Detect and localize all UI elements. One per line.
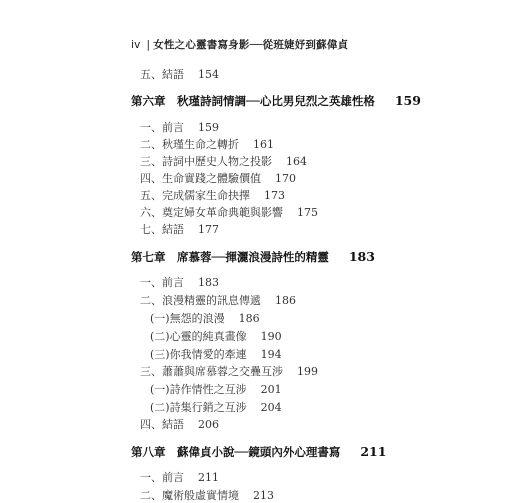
toc-entry-title: 第八章 蘇偉貞小說──鏡頭內外心理書寫 xyxy=(131,445,341,459)
toc-entry xyxy=(140,138,274,152)
toc-entry xyxy=(140,155,307,169)
toc-chapter-entry xyxy=(131,250,375,264)
toc-entry-page-number: 154 xyxy=(198,68,219,81)
toc-entry-page-number: 173 xyxy=(264,189,285,202)
toc-entry xyxy=(140,223,219,237)
toc-entry-title: 六、奠定婦女革命典範與影響 xyxy=(140,206,283,219)
toc-entry-page-number: 164 xyxy=(286,155,307,168)
toc-entry-title: (二)心靈的純真畫像 xyxy=(150,330,247,343)
toc-entry-title: 第六章 秋瑾詩詞情調──心比男兒烈之英雄性格 xyxy=(131,94,375,108)
toc-entry-title: 三、詩詞中歷史人物之投影 xyxy=(140,155,272,168)
toc-entry-title: 二、浪漫精靈的訊息傳遞 xyxy=(140,294,261,307)
toc-entry xyxy=(140,206,318,220)
toc-entry-title: 二、魔術般虛實情境 xyxy=(140,489,239,502)
toc-entry-title: (三)你我情愛的牽連 xyxy=(150,348,247,361)
toc-entry-title: 一、前言 xyxy=(140,276,184,289)
toc-entry-title: 一、前言 xyxy=(140,121,184,134)
toc-entry-page-number: 183 xyxy=(198,276,219,289)
toc-entry-page-number: 161 xyxy=(253,138,274,151)
toc-entry-page-number: 170 xyxy=(275,172,296,185)
toc-entry-title: 二、秋瑾生命之轉折 xyxy=(140,138,239,151)
toc-entry-page-number: 177 xyxy=(198,223,219,236)
toc-entry xyxy=(140,489,274,503)
toc-entry-title: 四、生命實踐之體驗價值 xyxy=(140,172,261,185)
header-page-number: iv xyxy=(131,39,141,51)
toc-entry xyxy=(150,383,282,397)
toc-entry xyxy=(150,330,282,344)
toc-entry-page-number: 186 xyxy=(238,312,260,325)
toc-entry-page-number: 211 xyxy=(360,444,387,459)
toc-entry xyxy=(140,276,219,290)
toc-entry xyxy=(140,189,285,203)
toc-entry-title: (一)無怨的浪漫 xyxy=(150,312,225,325)
toc-entry xyxy=(140,294,296,308)
toc-entry xyxy=(140,121,219,135)
toc-entry-title: 第七章 席慕蓉──揮灑浪漫詩性的精靈 xyxy=(131,250,329,264)
toc-entry-title: (二)詩集行銷之互涉 xyxy=(150,401,247,414)
toc-entry-title: 七、結語 xyxy=(140,223,184,236)
toc-entry-page-number: 175 xyxy=(297,206,318,219)
header-book-title: 女性之心靈書寫身影──從班婕妤到蘇偉貞 xyxy=(153,39,349,51)
toc-entry-title: 四、結語 xyxy=(140,418,184,431)
toc-chapter-entry xyxy=(131,94,421,108)
toc-entry-page-number: 190 xyxy=(260,330,282,343)
toc-entry xyxy=(140,418,219,432)
toc-entry-page-number: 204 xyxy=(260,401,282,414)
toc-entry-page-number: 183 xyxy=(348,249,375,264)
toc-entry xyxy=(140,172,296,186)
toc-entry-page-number: 159 xyxy=(198,121,219,134)
toc-entry-page-number: 211 xyxy=(198,471,219,484)
toc-entry-page-number: 201 xyxy=(260,383,282,396)
toc-entry-title: 五、結語 xyxy=(140,68,184,81)
toc-entry-title: 五、完成儒家生命抉擇 xyxy=(140,189,250,202)
toc-entry-page-number: 213 xyxy=(253,489,274,502)
toc-entry-page-number: 206 xyxy=(198,418,219,431)
toc-entry xyxy=(140,68,219,82)
toc-entry xyxy=(140,471,219,485)
toc-entry-title: (一)詩作情性之互涉 xyxy=(150,383,247,396)
toc-entry-page-number: 159 xyxy=(394,93,421,108)
toc-entry xyxy=(140,365,318,379)
toc-entry xyxy=(150,312,260,326)
toc-entry-page-number: 194 xyxy=(260,348,282,361)
toc-entry xyxy=(150,348,282,362)
toc-entry-title: 一、前言 xyxy=(140,471,184,484)
toc-entry-title: 三、蕭蕭與席慕蓉之交疊互涉 xyxy=(140,365,283,378)
toc-entry-page-number: 186 xyxy=(275,294,296,307)
toc-entry-page-number: 199 xyxy=(297,365,318,378)
toc-entry xyxy=(150,401,282,415)
toc-chapter-entry xyxy=(131,445,386,459)
header-separator: | xyxy=(146,39,151,51)
